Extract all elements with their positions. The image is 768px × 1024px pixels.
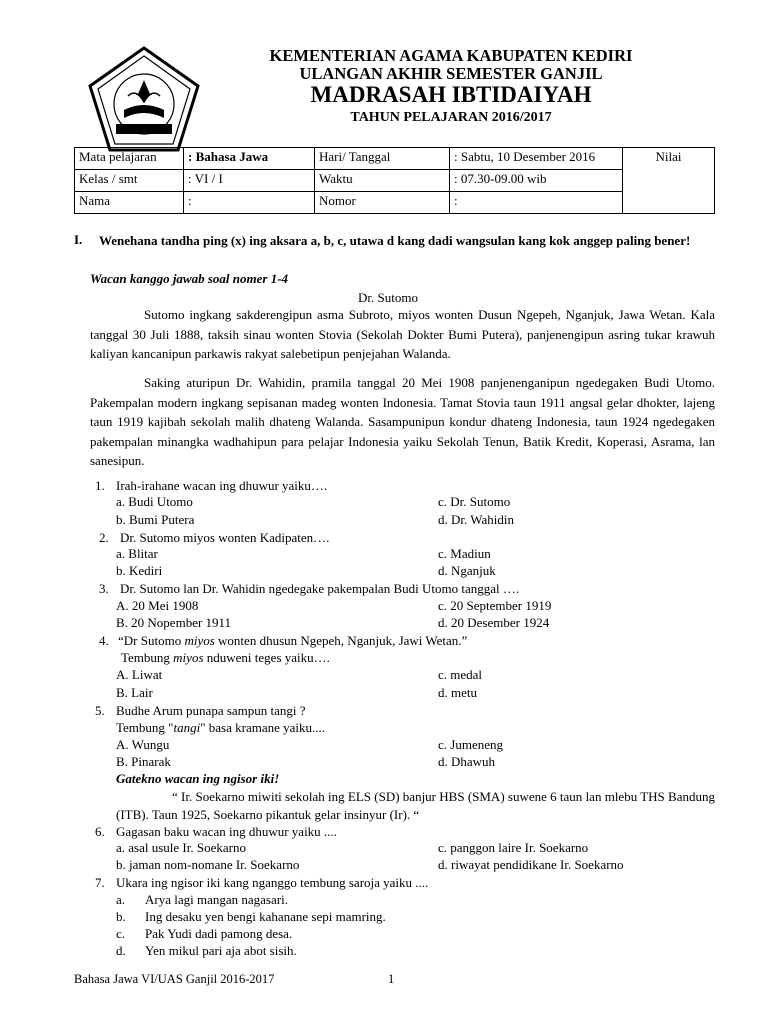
question-text: Ukara ing ngisor iki kang nganggo tembung saroja yaiku .... <box>116 875 429 890</box>
option-a[interactable]: a. asal usule Ir. Soekarno <box>116 840 246 855</box>
question-subtext: Tembung "tangi" basa kramane yaiku.... <box>116 720 326 735</box>
class-label: Kelas / smt <box>75 170 184 192</box>
reading-label: Wacan kanggo jawab soal nomer 1-4 <box>90 271 289 286</box>
option-c[interactable]: c. 20 September 1919 <box>438 598 552 613</box>
option-b[interactable]: Ing desaku yen bengi kahanane sepi mamring. <box>145 909 386 924</box>
option-b-letter: b. <box>116 909 126 924</box>
day-date-value: : Sabtu, 10 Desember 2016 <box>450 148 623 170</box>
option-c[interactable]: c. Madiun <box>438 546 491 561</box>
option-a[interactable]: a. Blitar <box>116 546 158 561</box>
question-number: 3. <box>99 581 109 596</box>
question-number: 5. <box>95 703 105 718</box>
section-number: I. <box>74 232 83 247</box>
number-field[interactable]: : <box>450 192 623 214</box>
table-row <box>75 192 715 214</box>
option-d[interactable]: d. Dhawuh <box>438 754 496 769</box>
option-c[interactable]: c. medal <box>438 667 483 682</box>
header-exam: ULANGAN AKHIR SEMESTER GANJIL <box>299 64 603 83</box>
question-number: 4. <box>99 633 109 648</box>
passage-text: “ Ir. Soekarno miwiti sekolah ing ELS (SD) banjur HBS (SMA) suwene 6 taun lan mlebu THS Bandung (ITB). Taun 1925, Soekarno pikantuk gelar insinyur (Ir). “ <box>116 789 715 822</box>
option-b[interactable]: B. Pinarak <box>116 754 171 769</box>
table-row <box>75 148 715 170</box>
section-instruction: Wenehana tandha ping (x) ing aksara a, b, c, utawa d kang dadi wangsulan kang kok anggep paling bener! <box>99 233 691 248</box>
time-label: Waktu <box>315 170 450 192</box>
option-a-letter: a. <box>116 892 126 907</box>
option-d[interactable]: d. Nganjuk <box>438 563 496 578</box>
question-subtext: Tembung miyos nduweni teges yaiku…. <box>121 650 330 665</box>
option-c[interactable]: c. Dr. Sutomo <box>438 494 511 509</box>
option-d-letter: d. <box>116 943 126 958</box>
question-text: Dr. Sutomo lan Dr. Wahidin ngedegake pakempalan Budi Utomo tanggal …. <box>120 581 520 596</box>
header-year: TAHUN PELAJARAN 2016/2017 <box>350 110 552 125</box>
table-row <box>75 170 715 192</box>
question-text: Gagasan baku wacan ing dhuwur yaiku .... <box>116 824 337 839</box>
name-field[interactable]: : <box>184 192 315 214</box>
question-text: Irah-irahane wacan ing dhuwur yaiku…. <box>116 478 328 493</box>
header-ministry: KEMENTERIAN AGAMA KABUPATEN KEDIRI <box>269 46 633 65</box>
passage-label: Gatekno wacan ing ngisor iki! <box>116 771 280 786</box>
ministry-logo <box>86 44 202 156</box>
option-c[interactable]: c. Jumeneng <box>438 737 503 752</box>
score-box: Nilai <box>623 148 715 214</box>
option-d[interactable]: d. Dr. Wahidin <box>438 512 514 527</box>
day-date-label: Hari/ Tanggal <box>315 148 450 170</box>
class-value: : VI / I <box>184 170 315 192</box>
option-c[interactable]: c. panggon laire Ir. Soekarno <box>438 840 589 855</box>
option-b[interactable]: B. 20 Nopember 1911 <box>116 615 232 630</box>
option-c[interactable]: Pak Yudi dadi pamong desa. <box>145 926 293 941</box>
time-value: : 07.30-09.00 wib <box>450 170 623 192</box>
reading-title: Dr. Sutomo <box>358 290 418 305</box>
name-label: Nama <box>75 192 184 214</box>
option-b[interactable]: b. jaman nom-nomane Ir. Soekarno <box>116 857 300 872</box>
reading-paragraph-1: Sutomo ingkang sakderengipun asma Subroto, miyos wonten Dusun Ngepeh, Nganjuk, Jawa Wetan. Kala tanggal 30 Juli 1888, taksih sinau wonten Stovia (Sekolah Dokter Bumi Putera), panjenengipun asring tukar krawuh kaliyan kancanipun parkawis rakyat salebetipun penjejahan Walanda. <box>90 307 715 361</box>
option-d[interactable]: d. 20 Desember 1924 <box>438 615 550 630</box>
option-b[interactable]: b. Kediri <box>116 563 163 578</box>
logo-text: IKHLAS BERAMAL <box>118 124 162 130</box>
option-b[interactable]: b. Bumi Putera <box>116 512 195 527</box>
question-text: Budhe Arum punapa sampun tangi ? <box>116 703 306 718</box>
option-a[interactable]: A. Wungu <box>116 737 170 752</box>
header-school: MADRASAH IBTIDAIYAH <box>310 82 592 107</box>
option-a[interactable]: a. Budi Utomo <box>116 494 193 509</box>
option-a[interactable]: A. Liwat <box>116 667 163 682</box>
option-c-letter: c. <box>116 926 126 941</box>
page-number: 1 <box>388 972 395 986</box>
option-d[interactable]: Yen mikul pari aja abot sisih. <box>145 943 297 958</box>
question-number: 7. <box>95 875 105 890</box>
option-a[interactable]: Arya lagi mangan nagasari. <box>145 892 288 907</box>
option-a[interactable]: A. 20 Mei 1908 <box>116 598 199 613</box>
option-b[interactable]: B. Lair <box>116 685 153 700</box>
subject-value: : Bahasa Jawa <box>184 148 315 170</box>
option-d[interactable]: d. riwayat pendidikane Ir. Soekarno <box>438 857 624 872</box>
question-number: 6. <box>95 824 105 839</box>
question-number: 1. <box>95 478 105 493</box>
reading-paragraph-2: Saking aturipun Dr. Wahidin, pramila tanggal 20 Mei 1908 panjenenganipun ngedegaken Budi Utomo. Pakempalan modern ingkang sepisanan madeg wonten Indonesia. Tamat Stovia taun 1911 angsal gelar dhokter, lajeng taun 1919 kajibah sekolah malih dhateng Walanda. Sasampunipun kondur dhateng Indonesia, taun 1924 ngedegaken pakempalan minangka wadhahipun para pelajar Indonesia yaiku Sekolah Tenun, Batik Kredit, Koperasi, Asrama, lan sanesipun. <box>90 375 715 468</box>
question-number: 2. <box>99 530 109 545</box>
subject-label: Mata pelajaran <box>75 148 184 170</box>
option-d[interactable]: d. metu <box>438 685 477 700</box>
student-info-table <box>74 147 715 214</box>
number-label: Nomor <box>315 192 450 214</box>
question-text: Dr. Sutomo miyos wonten Kadipaten…. <box>120 530 330 545</box>
question-text: “Dr Sutomo miyos wonten dhusun Ngepeh, Nganjuk, Jawi Wetan.” <box>118 633 468 648</box>
footer-text: Bahasa Jawa VI/UAS Ganjil 2016-2017 <box>74 972 275 986</box>
